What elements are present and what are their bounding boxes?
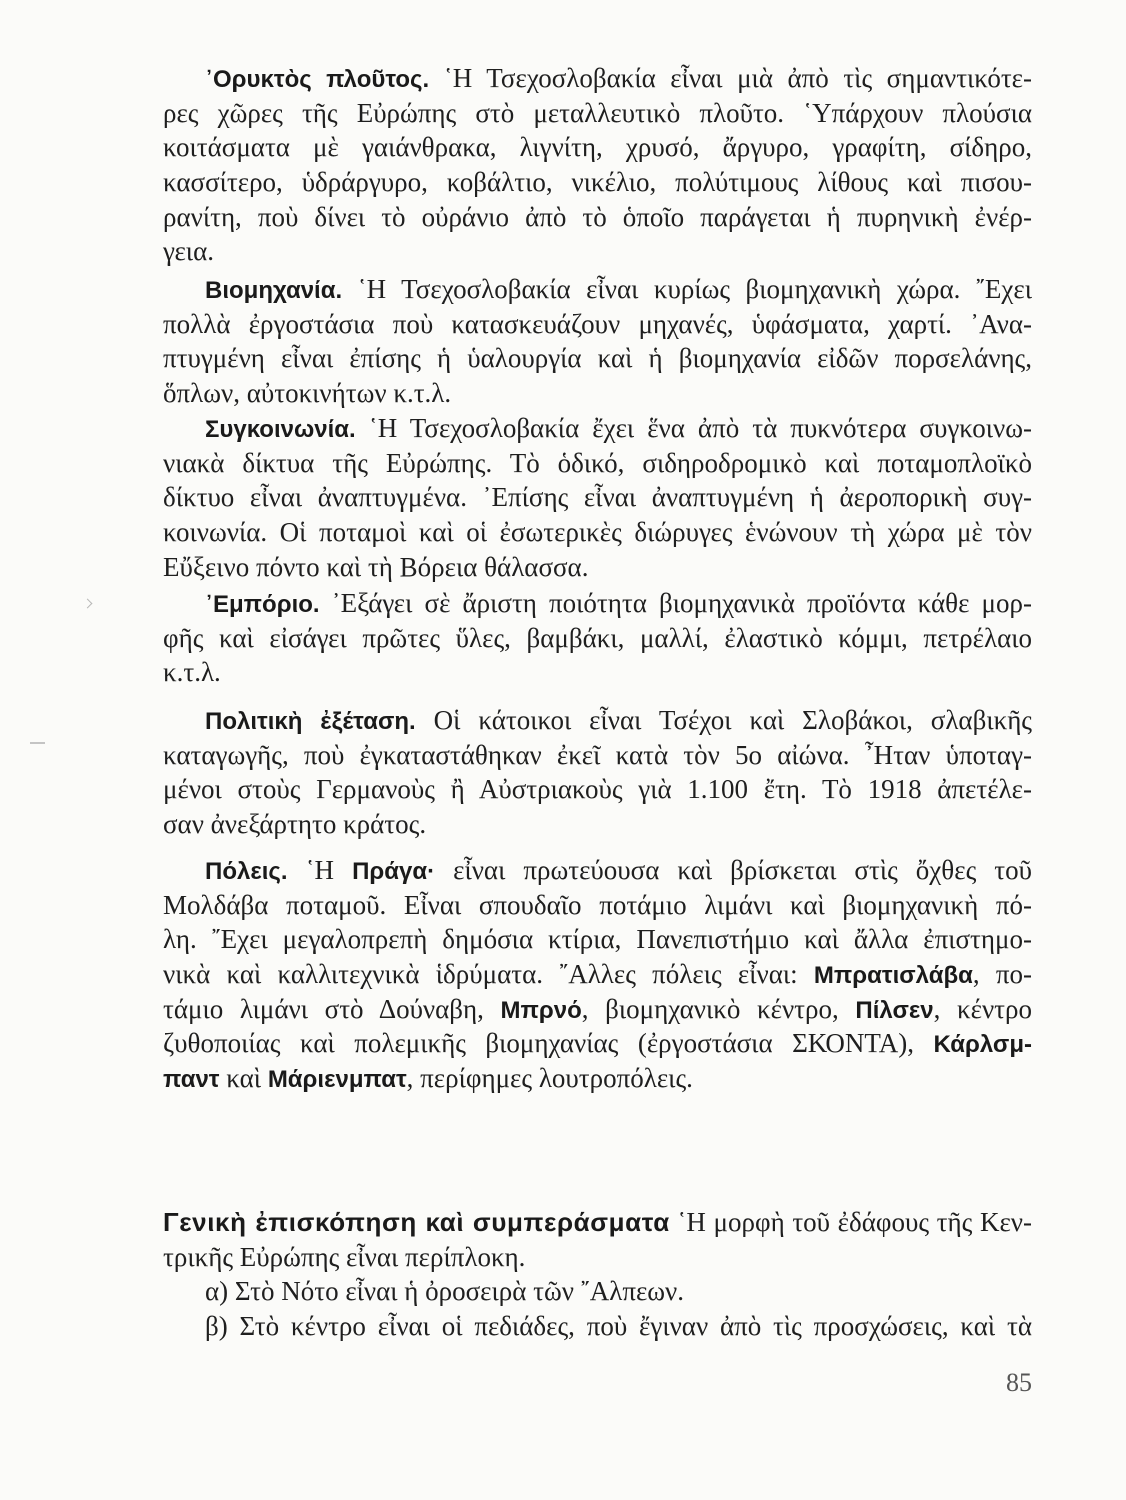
text-line	[163, 888, 1032, 923]
text-line: νιακὰ δίκτυα τῆς Εὐρώπης. Τὸ ὁδικό, σιδηροδρομικὸ καὶ ποταμοπλοϊκὸ	[163, 447, 1032, 478]
text-line	[205, 61, 1032, 96]
line-text: ζυθοποιίας καὶ πολεμικῆς βιομηχανίας (ἐργοστάσια ΣΚΟΝΤΑ),	[163, 1028, 934, 1059]
section-heading-industry: Βιομηχανία.	[205, 277, 343, 304]
text-line: ρες χῶρες τῆς Εὐρώπης στὸ μεταλλευτικὸ πλοῦτο. ῾Υπάρχουν πλούσια	[163, 97, 1032, 128]
text-line: κασσίτερο, ὑδράργυρο, κοβάλτιο, νικέλιο, πολύτιμους λίθους καὶ πισου-	[163, 167, 1032, 198]
text-line	[205, 272, 1032, 307]
text-line: πτυγμένη εἶναι ἐπίσης ἡ ὑαλουργία καὶ ἡ βιομηχανία εἰδῶν πορσελάνης,	[163, 343, 1032, 374]
line-text: ῾Η Τσεχοσλοβακία εἶναι κυρίως βιομηχανικὴ χώρα. ῎Εχει	[342, 274, 1032, 304]
list-item: β) Στὸ κέντρο εἶναι οἱ πεδιάδες, ποὺ ἔγιναν ἀπὸ τὶς προσχώσεις, καὶ τὰ	[205, 1311, 1032, 1342]
text-line: γεια.	[163, 236, 214, 267]
page-number: 85	[1006, 1368, 1032, 1397]
text-line: φῆς καὶ εἰσάγει πρῶτες ὕλες, βαμβάκι, μαλλί, ἐλαστικὸ κόμμι, πετρέλαιο	[163, 622, 1032, 653]
city-name: παντ	[163, 1066, 220, 1094]
text-line: δίκτυο εἶναι ἀναπτυγμένα. ᾿Επίσης εἶναι ἀναπτυγμένη ἡ ἀεροπορικὴ συγ-	[163, 482, 1032, 513]
text-line	[163, 1026, 1032, 1061]
line-text: Οἱ κάτοικοι εἶναι Τσέχοι καὶ Σλοβάκοι, σλαβικῆς	[415, 705, 1033, 735]
scan-mark	[83, 599, 93, 609]
line-text: τάμιο λιμάνι στὸ Δούναβη,	[163, 993, 501, 1024]
line-text: ῾Η	[287, 855, 353, 885]
text-line	[163, 922, 1032, 957]
line-text: ᾿Εξάγει σὲ ἄριστη ποιότητα βιομηχανικὰ προϊόντα κάθε μορ-	[319, 588, 1032, 618]
section-heading-trade: ᾿Εμπόριο.	[205, 591, 320, 618]
text-line: κοινωνία. Οἱ ποταμοὶ καὶ οἱ ἐσωτερικὲς διώρυγες ἑνώνουν τὴ χώρα μὲ τὸν	[163, 517, 1032, 548]
line-text: , κέντρο	[933, 993, 1032, 1024]
line-text: , πο-	[972, 959, 1032, 990]
section-heading-transport: Συγκοινωνία.	[205, 416, 356, 443]
section-heading-cities: Πόλεις.	[205, 858, 288, 885]
line-text: νικὰ καὶ καλλιτεχνικὰ ἱδρύματα. ῎Αλλες πόλεις εἶναι:	[163, 959, 814, 990]
text-line	[205, 853, 1032, 888]
city-name: Πράγα·	[352, 858, 436, 885]
list-item: α) Στὸ Νότο εἶναι ἡ ὀροσειρὰ τῶν ῎Αλπεων.	[205, 1276, 685, 1307]
text-line	[205, 411, 1032, 446]
text-line: καταγωγῆς, ποὺ ἐγκαταστάθηκαν ἐκεῖ κατὰ τὸν 5ο αἰώνα. ῏Ηταν ὑποταγ-	[163, 739, 1032, 770]
line-text: ῾Η Τσεχοσλοβακία ἔχει ἕνα ἀπὸ τὰ πυκνότερα συγκοινω-	[355, 413, 1032, 443]
text-line	[163, 992, 1032, 1027]
city-name: Μπρνό	[500, 996, 582, 1024]
paragraph-political	[163, 703, 1032, 842]
text-line: ὅπλων, αὐτοκινήτων κ.τ.λ.	[163, 378, 452, 409]
text-line	[205, 703, 1032, 738]
city-name: Πίλσεν	[855, 996, 934, 1024]
text-line: μένοι στοὺς Γερμανοὺς ἢ Αὐστριακοὺς γιὰ 1.100 ἔτη. Τὸ 1918 ἀπετέλε-	[163, 774, 1032, 805]
line-text: ῾Η Τσεχοσλοβακία εἶναι μιὰ ἀπὸ τὶς σημαντικότε-	[429, 63, 1032, 93]
text-line: Εὔξεινο πόντο καὶ τὴ Βόρεια θάλασσα.	[163, 551, 589, 582]
text-line: κοιτάσματα μὲ γαιάνθρακα, λιγνίτη, χρυσό, ἄργυρο, γραφίτη, σίδηρο,	[163, 132, 1032, 163]
line-text: καὶ	[219, 1063, 268, 1094]
line-text: Μολδάβα ποταμοῦ. Εἶναι σπουδαῖο ποτάμιο λιμάνι καὶ βιομηχανικὴ πό-	[163, 889, 1032, 920]
city-name: Μάριενμπατ	[267, 1066, 407, 1094]
text-line	[205, 586, 1032, 621]
paragraph-conclusion	[163, 1205, 1032, 1344]
text-line	[163, 957, 1032, 992]
line-text: εἶναι πρωτεύουσα καὶ βρίσκεται στὶς ὄχθες τοῦ	[435, 855, 1032, 885]
text-line	[163, 1061, 1032, 1096]
section-heading-political: Πολιτικὴ ἐξέταση.	[205, 708, 416, 735]
section-heading-conclusion: Γενικὴ ἐπισκόπηση καὶ συμπεράσματα	[163, 1207, 670, 1237]
paragraph-industry	[163, 272, 1032, 411]
city-name: Κάρλσμ-	[933, 1031, 1032, 1059]
paragraph-mineral-wealth	[163, 61, 1032, 269]
city-name: Μπρατισλάβα	[813, 962, 973, 990]
paragraph-transport	[163, 411, 1032, 584]
scan-mark	[30, 742, 45, 744]
text-line: τρικῆς Εὐρώπης εἶναι περίπλοκη.	[163, 1241, 526, 1272]
section-heading-mineral-wealth: ᾿Ορυκτὸς πλοῦτος.	[205, 66, 430, 93]
line-text: , βιομηχανικὸ κέντρο,	[581, 993, 856, 1024]
text-line: πολλὰ ἐργοστάσια ποὺ κατασκευάζουν μηχανές, ὑφάσματα, χαρτί. ᾿Ανα-	[163, 308, 1032, 339]
line-text: ῾Η μορφὴ τοῦ ἐδάφους τῆς Κεν-	[669, 1207, 1032, 1237]
line-text: λη. ῎Εχει μεγαλοπρεπὴ δημόσια κτίρια, Πανεπιστήμιο καὶ ἄλλα ἐπιστημο-	[163, 924, 1032, 955]
line-text: , περίφημες λουτροπόλεις.	[406, 1063, 693, 1094]
text-line	[163, 1205, 1032, 1240]
text-line: ρανίτη, ποὺ δίνει τὸ οὐράνιο ἀπὸ τὸ ὁποῖο παράγεται ἡ πυρηνικὴ ἐνέρ-	[163, 201, 1032, 232]
paragraph-cities	[163, 853, 1032, 1096]
paragraph-trade	[163, 586, 1032, 690]
text-line: σαν ἀνεξάρτητο κράτος.	[163, 809, 427, 840]
text-line: κ.τ.λ.	[163, 657, 221, 688]
